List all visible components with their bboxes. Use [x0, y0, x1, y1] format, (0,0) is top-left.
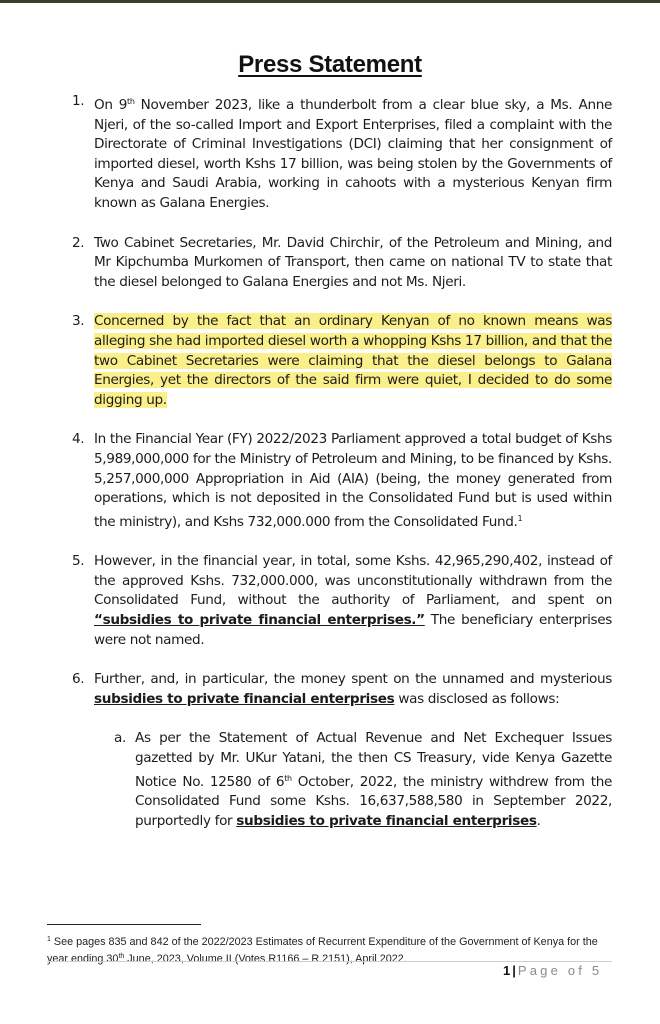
list-item-5	[72, 552, 612, 650]
item-text: However, in the financial year, in total, some Kshs. 42,965,290,402, instead of the approved Kshs. 732,000.000, was unconstitutionally withdrawn from the Consolidated Fund, without the authority of Parliament, and spent on “subsidies to private financial enterprises.” The beneficiary enterprises were not named.	[94, 553, 612, 648]
item-number: 3.	[72, 313, 85, 330]
footer-separator	[47, 961, 612, 962]
emphasis-text: subsidies to private financial enterprises	[236, 812, 537, 829]
item-number: 5.	[72, 553, 85, 570]
item-number: 1.	[72, 93, 85, 109]
page-label: Page of 5	[517, 963, 603, 978]
page-separator: |	[512, 963, 516, 978]
current-page: 1	[503, 963, 511, 978]
title-text: Press Statement	[238, 51, 422, 78]
list-item-2	[72, 234, 612, 293]
footnote-number: 1	[47, 936, 51, 943]
list-item-3	[72, 312, 612, 410]
list-item-1	[72, 92, 612, 214]
sub-item-text: As per the Statement of Actual Revenue and Net Exchequer Issues gazetted by Mr. UKur Yatani, the then CS Treasury, vide Kenya Gazette Notice No. 12580 of 6th October, 2022, the ministry withdrew from the Consolidated Fund some Kshs. 16,637,588,580 in September 2022, purportedly for subsidies to private financial enterprises.	[135, 730, 612, 829]
list-item-6	[72, 670, 612, 709]
emphasis-text: subsidies to private financial enterprises	[94, 690, 395, 707]
item-text-highlighted	[94, 312, 612, 410]
footnote-separator	[47, 924, 201, 925]
highlight: Concerned by the fact that an ordinary Kenyan of no known means was alleging she had imported diesel worth a whopping Kshs 17 billion, and that the two Cabinet Secretaries were claiming that the diesel belongs to Galana Energies, yet the directors of the said firm were quiet, I decided to do some digging up.	[94, 313, 612, 408]
item-text: On 9th November 2023, like a thunderbolt from a clear blue sky, a Ms. Anne Njeri, of the so-called Import and Export Enterprises, filed a complaint with the Directorate of Criminal Investigations (DCI) claiming that her consignment of imported diesel, worth Kshs 17 billion, was being stolen by the Governments of Kenya and Saudi Arabia, working in cahoots with a mysterious Kenyan firm known as Galana Energies.	[94, 97, 613, 211]
sub-item-letter: a.	[114, 730, 126, 747]
statement-body	[72, 92, 612, 831]
sub-list-item-a	[114, 729, 612, 831]
item-number: 4.	[72, 431, 85, 448]
page-title	[0, 51, 660, 79]
footnote-ref[interactable]: 1	[517, 513, 523, 523]
item-text: Two Cabinet Secretaries, Mr. David Chirchir, of the Petroleum and Mining, and Mr Kipchumba Murkomen of Transport, then came on national TV to state that the diesel belonged to Galana Energies and not Ms. Njeri.	[94, 234, 612, 290]
item-number: 2.	[72, 234, 85, 251]
page-number	[503, 963, 602, 978]
item-text: Further, and, in particular, the money spent on the unnamed and mysterious subsidies to private financial enterprises was disclosed as follows:	[94, 671, 612, 707]
emphasis-text: “subsidies to private financial enterprises.”	[94, 612, 425, 629]
footnote: $^1$ See pages 835 and 842 of the 2022/2023 Estimates of Recurrent Expenditure of the Government of Kenya for the year ending 30th June, 2023, Volume II (Votes R1166 – R 2151), April 2022.	[47, 936, 598, 965]
item-text: In the Financial Year (FY) 2022/2023 Parliament approved a total budget of Kshs 5,989,000,000 for the Ministry of Petroleum and Mining, to be financed by Kshs. 5,257,000,000 Appropriation in Aid (AIA) (being, the money generated from operations, which is not deposited in the Consolidated Fund but is used within the ministry), and Kshs 732,000.000 from the Consolidated Fund.$^1$	[94, 431, 612, 530]
top-border	[0, 0, 660, 3]
list-item-4	[72, 430, 612, 532]
item-number: 6.	[72, 671, 85, 688]
